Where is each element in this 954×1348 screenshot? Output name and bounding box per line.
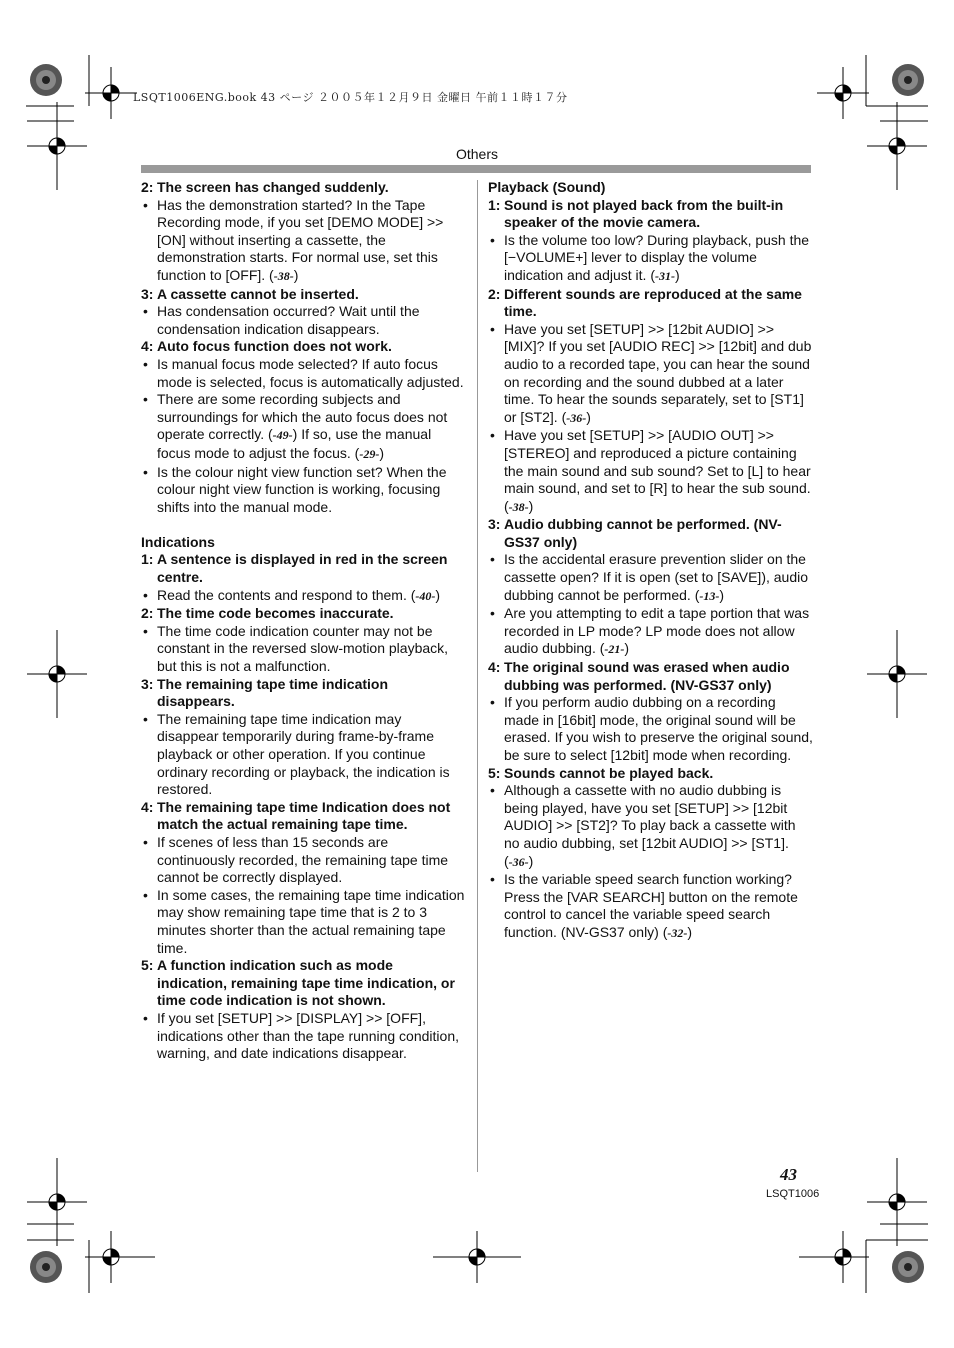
- bullet-text: [157, 587, 466, 606]
- text-run: ): [687, 923, 693, 940]
- section-heading: Playback (Sound): [488, 179, 606, 195]
- text-run: If scenes of less than 15 seconds are continuously recorded, the remaining tape time cannot be correctly displayed.: [157, 833, 449, 886]
- bullet-dot: •: [143, 355, 148, 372]
- text-run: ) If so, use the manual focus mode to adjust the focus. (: [157, 426, 432, 461]
- problem-title: A function indication such as mode indication, remaining tape time indication, or time code indication is not shown.: [157, 957, 455, 1009]
- bullet-text: [504, 782, 813, 871]
- bullet-text: [504, 427, 813, 516]
- page-reference: -13-: [699, 588, 720, 603]
- section-heading: Indications: [141, 533, 215, 550]
- problem-number: 4:: [141, 338, 154, 355]
- bullet-dot: •: [143, 586, 148, 603]
- bullet-item: [141, 1010, 466, 1063]
- bullet-text: [504, 694, 813, 764]
- bullet-item: [488, 427, 813, 516]
- text-run: ): [528, 852, 534, 869]
- text-run: Has condensation occurred? Wait until the condensation indication disappears.: [157, 303, 420, 337]
- problem-title: The original sound was erased when audio dubbing was performed. (NV-GS37 only): [504, 659, 790, 693]
- bullet-dot: •: [143, 1009, 148, 1026]
- text-run: If you set [SETUP] >> [DISPLAY] >> [OFF], indications other than the tape running condition, warning, and date indications disappear.: [157, 1009, 459, 1062]
- page-reference: -38-: [273, 268, 294, 283]
- bullet-text: [157, 887, 466, 957]
- problem-title: Audio dubbing cannot be performed. (NV-GS37 only): [504, 516, 782, 550]
- bullet-dot: •: [490, 605, 495, 622]
- bullet-item: [488, 232, 813, 286]
- problem-heading: [488, 197, 813, 232]
- bullet-dot: •: [143, 303, 148, 320]
- bullet-text: [157, 623, 466, 676]
- bullet-dot: •: [143, 622, 148, 639]
- bullet-text: [504, 605, 813, 659]
- section-label: Others: [455, 146, 498, 162]
- bullet-item: [141, 711, 466, 799]
- bullet-item: [488, 782, 813, 871]
- page-number: 43: [780, 1165, 797, 1184]
- bullet-text: [157, 711, 466, 799]
- text-run: ): [624, 640, 630, 657]
- print-file-info: LSQT1006ENG.book 43 ページ ２００５年１２月９日 金曜日 午前１１時１７分: [133, 91, 568, 104]
- problem-title: The screen has changed suddenly.: [157, 179, 389, 195]
- problem-heading: [141, 338, 466, 356]
- problem-title: Sounds cannot be played back.: [504, 764, 714, 781]
- bullet-text: [504, 232, 813, 286]
- problem-number: 4:: [141, 798, 154, 815]
- problem-title: The time code becomes inaccurate.: [157, 605, 394, 622]
- text-run: ): [719, 586, 725, 603]
- text-run: The remaining tape time indication may disappear temporarily during frame-by-frame playback or other operation. If you continue ordinary recording or playback, the indication is restored.: [157, 710, 450, 798]
- bullet-item: [488, 321, 813, 428]
- bullet-text: [157, 391, 466, 463]
- text-run: Is the accidental erasure prevention slider on the cassette open? If it is open (set to [SAVE]), audio dubbing cannot be performed. (: [504, 551, 809, 603]
- problem-number: 5:: [488, 764, 501, 781]
- problem-title: A cassette cannot be inserted.: [157, 285, 359, 302]
- text-run: Is the variable speed search function working? Press the [VAR SEARCH] button on the remote control to cancel the variable speed search function. (NV-GS37 only) (: [504, 871, 798, 940]
- bullet-item: [141, 587, 466, 606]
- text-run: Is the volume too low? During playback, push the [−VOLUME+] lever to display the volume indication and adjust it. (: [504, 231, 810, 283]
- text-run: ): [435, 586, 441, 603]
- bullet-dot: •: [490, 320, 495, 337]
- problem-title: Sound is not played back from the built-in speaker of the movie camera.: [504, 196, 784, 231]
- bullet-text: [157, 1010, 466, 1063]
- bullet-text: [504, 871, 813, 942]
- bullet-text: [157, 834, 466, 887]
- bullet-item: [141, 303, 466, 338]
- text-run: Have you set [SETUP] >> [12bit AUDIO] >> [MIX]? If you set [AUDIO REC] >> [12bit] and dub audio to a recorded tape, you can hear the sound on recording and the sound dubbed at a later time. To hear the sounds separately, set to [ST1] or [ST2]. (: [504, 320, 812, 425]
- text-run: ): [379, 444, 385, 461]
- problem-heading: [141, 799, 466, 834]
- problem-number: 2:: [141, 179, 154, 195]
- problem-title: The remaining tape time Indication does not match the actual remaining tape time.: [157, 798, 451, 833]
- page-reference: -40-: [415, 588, 436, 603]
- bullet-dot: •: [490, 551, 495, 568]
- problem-heading: [488, 286, 813, 321]
- problem-title: Auto focus function does not work.: [157, 338, 392, 355]
- problem-heading: [141, 551, 466, 586]
- bullet-item: [141, 887, 466, 957]
- bullet-dot: •: [143, 886, 148, 903]
- text-run: ): [674, 266, 680, 283]
- bullet-text: [157, 356, 466, 391]
- problem-number: 1:: [488, 196, 501, 213]
- text-run: Although a cassette with no audio dubbing is being played, have you set [SETUP] >> [12bit AUDIO] >> [ST2]? To play back a cassette with no audio dubbing, set [12bit AUDIO] >> [ST1]. (: [504, 782, 796, 869]
- text-run: Read the contents and respond to them. (: [157, 586, 416, 603]
- left-column: [141, 179, 466, 1063]
- page-reference: -38-: [508, 499, 529, 514]
- problem-heading: [141, 286, 466, 304]
- problem-number: 1:: [141, 551, 154, 568]
- text-run: ): [293, 266, 299, 283]
- problem-number: 2:: [488, 285, 501, 302]
- problem-heading: [488, 516, 813, 551]
- problem-heading: [141, 605, 466, 623]
- page-reference: -32-: [667, 925, 688, 940]
- bullet-dot: •: [490, 694, 495, 711]
- problem-heading: [141, 676, 466, 711]
- bullet-dot: •: [143, 196, 148, 213]
- right-column: [488, 179, 813, 943]
- bullet-item: [488, 871, 813, 942]
- bullet-item: [141, 464, 466, 517]
- document-code: LSQT1006: [766, 1188, 820, 1200]
- text-run: Is manual focus mode selected? If auto focus mode is selected, focus is automatically adjusted.: [157, 355, 464, 390]
- bullet-item: [141, 391, 466, 463]
- header-rule: [141, 165, 811, 173]
- text-run: In some cases, the remaining tape time indication may show remaining tape time that is 2 to 3 minutes shorter than the actual remaining tape time.: [157, 886, 465, 956]
- bullet-item: [488, 605, 813, 659]
- problem-heading: [141, 957, 466, 1010]
- bullet-item: [141, 623, 466, 676]
- page-reference: -36-: [566, 410, 587, 425]
- text-run: There are some recording subjects and surroundings for which the auto focus does not operate correctly. (: [157, 391, 448, 443]
- bullet-text: [157, 303, 466, 338]
- bullet-dot: •: [143, 391, 148, 408]
- bullet-text: [157, 197, 466, 286]
- text-run: Has the demonstration started? In the Tape Recording mode, if you set [DEMO MODE] >> [ON] without inserting a cassette, the demonstration starts. For normal use, set this function to [OFF]. (: [157, 196, 444, 283]
- text-run: ): [586, 408, 591, 425]
- page-reference: -36-: [508, 854, 529, 869]
- problem-title: The remaining tape time indication disappears.: [157, 675, 389, 710]
- bullet-dot: •: [143, 710, 148, 727]
- bullet-dot: •: [490, 782, 495, 799]
- page-reference: -21-: [604, 642, 625, 657]
- problem-heading: [141, 179, 466, 197]
- text-run: Is the colour night view function set? When the colour night view function is working, focusing shifts into the manual mode.: [157, 463, 447, 515]
- problem-number: 2:: [141, 605, 154, 622]
- problem-number: 3:: [141, 675, 154, 692]
- bullet-item: [141, 356, 466, 391]
- bullet-dot: •: [490, 231, 495, 248]
- problem-heading: [488, 659, 813, 694]
- text-run: The time code indication counter may not be constant in the reversed slow-motion playback, but this is not a malfunction.: [157, 622, 449, 675]
- bullet-dot: •: [490, 871, 495, 888]
- bullet-item: [488, 551, 813, 605]
- text-run: Have you set [SETUP] >> [AUDIO OUT] >> [STEREO] and reproduced a picture containing the main sound and sub sound? Set to [L] to hear main sound, and set to [R] to hear the sub sound. (: [504, 427, 811, 514]
- bullet-item: [488, 694, 813, 764]
- bullet-text: [504, 551, 813, 605]
- problem-number: 5:: [141, 957, 154, 974]
- text-run: Are you attempting to edit a tape portion that was recorded in LP mode? LP mode does not allow audio dubbing. (: [504, 605, 810, 657]
- bullet-text: [157, 464, 466, 517]
- spacer: [141, 516, 466, 534]
- bullet-item: [141, 834, 466, 887]
- problem-title: A sentence is displayed in red in the screen centre.: [157, 551, 448, 586]
- bullet-text: [504, 321, 813, 428]
- bullet-dot: •: [143, 463, 148, 480]
- bullet-item: [141, 197, 466, 286]
- page-reference: -29-: [359, 446, 380, 461]
- page-reference: -49-: [272, 428, 293, 443]
- bullet-dot: •: [490, 427, 495, 444]
- problem-title: Different sounds are reproduced at the same time.: [504, 285, 802, 320]
- bullet-dot: •: [143, 833, 148, 850]
- column-divider: [477, 180, 478, 1172]
- text-run: If you perform audio dubbing on a recording made in [16bit] mode, the original sound will be erased. If you wish to preserve the original sound, be sure to select [12bit] mode when recording.: [504, 694, 813, 763]
- problem-heading: [488, 765, 813, 783]
- problem-number: 3:: [141, 285, 154, 302]
- problem-number: 4:: [488, 659, 501, 676]
- page-reference: -31-: [654, 268, 675, 283]
- problem-number: 3:: [488, 516, 501, 533]
- text-run: ): [528, 497, 534, 514]
